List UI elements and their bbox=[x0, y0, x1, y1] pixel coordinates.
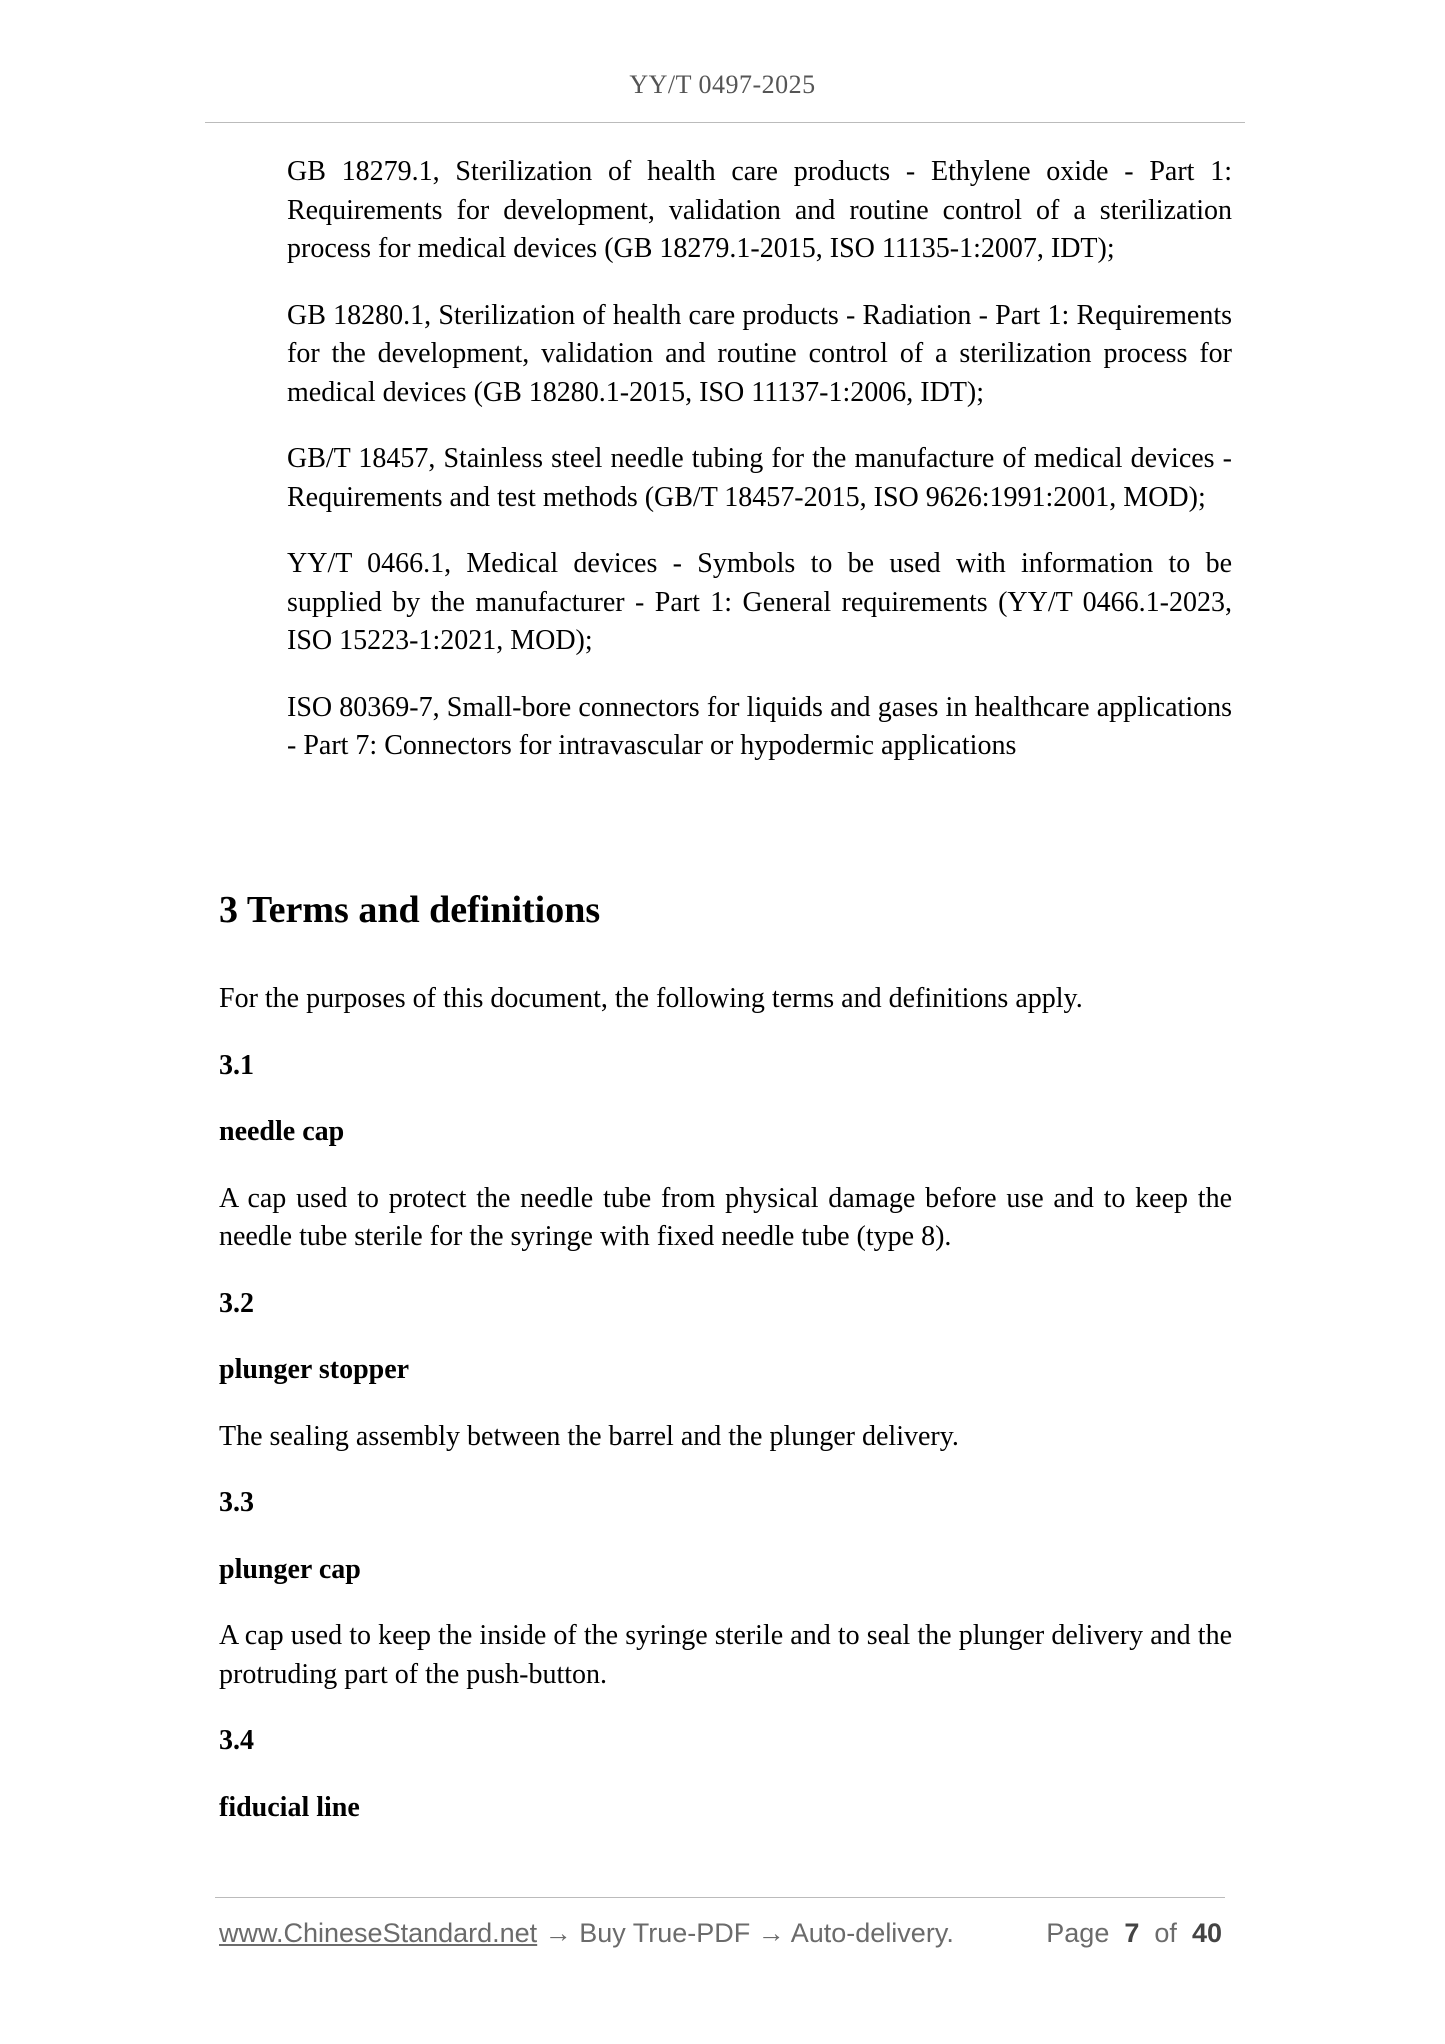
term-name: needle cap bbox=[219, 1116, 345, 1147]
term-name: plunger cap bbox=[219, 1553, 361, 1585]
term-name: fiducial line bbox=[219, 1791, 360, 1823]
term-number: 3.3 bbox=[219, 1487, 254, 1518]
reference-item: YY/T 0466.1, Medical devices - Symbols to be used with information to be supplied by the manufacturer - Part 1: General requirements (YY/T 0466.1-2023, ISO 15223-1:2021, MOD); bbox=[287, 548, 1232, 656]
term-name: plunger stopper bbox=[219, 1354, 410, 1385]
total-pages-number: 40 bbox=[1191, 1918, 1222, 1948]
document-code-header: YY/T 0497-2025 bbox=[629, 70, 816, 99]
term-number: 3.2 bbox=[219, 1287, 254, 1319]
section-intro: For the purposes of this document, the following terms and definitions apply. bbox=[219, 983, 1083, 1014]
term-number: 3.1 bbox=[219, 1049, 254, 1081]
of-label: of bbox=[1154, 1918, 1177, 1948]
term-definition: A cap used to protect the needle tube from physical damage before use and to keep the needle tube sterile for the syringe with fixed needle tube (type 8). bbox=[219, 1182, 1232, 1252]
reference-item: ISO 80369-7, Small-bore connectors for liquids and gases in healthcare applications - Part 7: Connectors for intravascular or hypodermic applications bbox=[287, 691, 1232, 761]
terms-section bbox=[219, 886, 1232, 1855]
normative-references-list bbox=[287, 153, 1232, 794]
reference-item: GB 18280.1, Sterilization of health care products - Radiation - Part 1: Requirements for the development, validation and routine control of a sterilization process for medical devices (GB 18280.1-2015, ISO 11137-1:2006, IDT); bbox=[287, 299, 1232, 408]
term-definition: The sealing assembly between the barrel and the plunger delivery. bbox=[219, 1420, 959, 1452]
reference-item: GB 18279.1, Sterilization of health care products - Ethylene oxide - Part 1: Requirements for development, validation and routine control of a sterilization process for medical devices (GB 18279.1-2015, ISO 11135-1:2007, IDT); bbox=[287, 156, 1232, 264]
footer-promo bbox=[219, 1918, 954, 1949]
term-definition: A cap used to keep the inside of the syringe sterile and to seal the plunger delivery and the protruding part of the push-button. bbox=[219, 1620, 1232, 1690]
current-page-number: 7 bbox=[1124, 1918, 1140, 1948]
header-divider bbox=[205, 122, 1245, 123]
page-label: Page bbox=[1046, 1918, 1110, 1948]
section-title: 3 Terms and definitions bbox=[219, 889, 601, 931]
footer-tagline: → Buy True-PDF → Auto-delivery. bbox=[537, 1918, 954, 1948]
website-link[interactable]: www.ChineseStandard.net bbox=[219, 1918, 538, 1948]
footer-divider bbox=[215, 1897, 1225, 1898]
reference-item: GB/T 18457, Stainless steel needle tubing for the manufacture of medical devices - Requirements and test methods (GB/T 18457-2015, ISO 9626:1991:2001, MOD); bbox=[287, 443, 1232, 513]
page-indicator bbox=[1046, 1918, 1222, 1949]
term-number: 3.4 bbox=[219, 1725, 254, 1756]
